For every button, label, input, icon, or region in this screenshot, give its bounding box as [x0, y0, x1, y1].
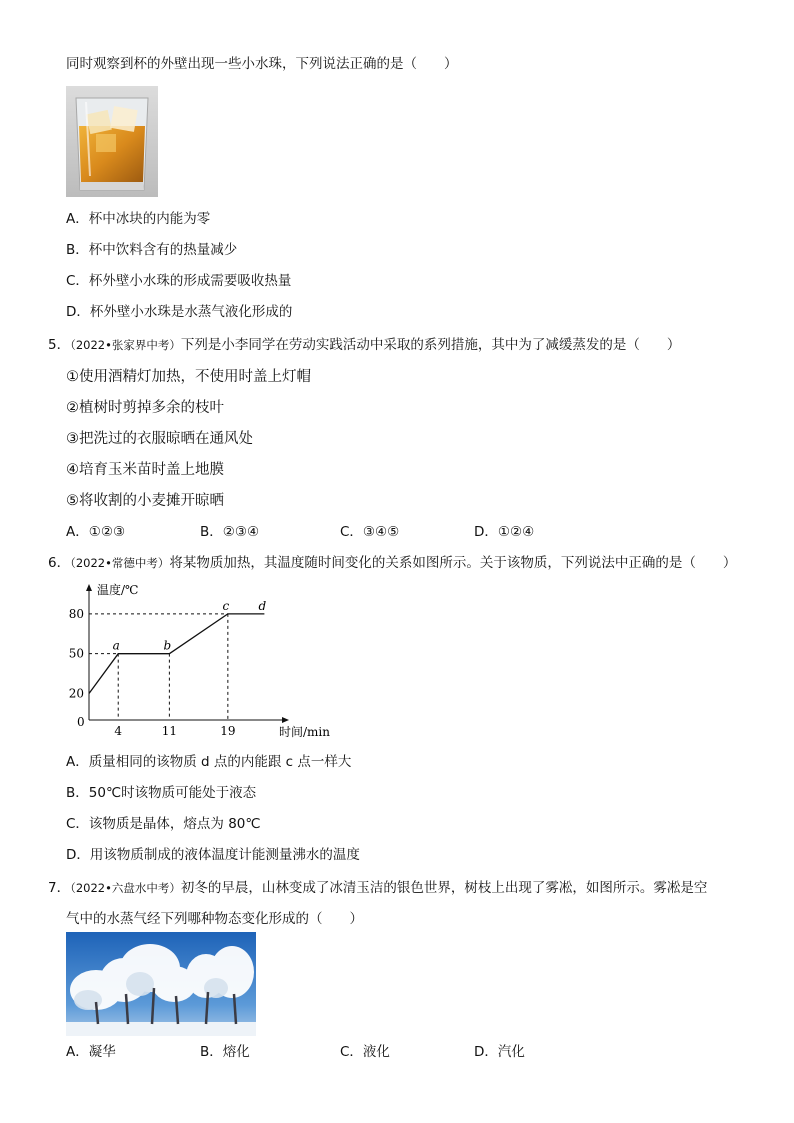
q6-source: （2022•常德中考）: [70, 556, 170, 570]
q6-option-a: A．质量相同的该物质 d 点的内能跟 c 点一样大: [66, 754, 352, 770]
y-axis-label: 温度/℃: [97, 583, 139, 597]
q5-source: （2022•张家界中考）: [70, 338, 181, 352]
q6-option-d: D．用该物质制成的液体温度计能测量沸水的温度: [66, 847, 360, 863]
q5-option-a: A．①②③: [66, 524, 126, 540]
x-tick-label: 4: [114, 724, 123, 738]
q7-options: [66, 1043, 525, 1061]
q6-heading: [48, 554, 736, 572]
q6-stem: 将某物质加热，其温度随时间变化的关系如图所示。关于该物质，下列说法中正确的是（ ）: [169, 555, 737, 571]
q5-option-b: B．②③④: [200, 524, 260, 540]
q5-item-5: ⑤将收割的小麦摊开晾晒: [66, 493, 224, 509]
q5-item-1: ①使用酒精灯加热，不使用时盖上灯帽: [66, 369, 311, 385]
q7-stem-line2: 气中的水蒸气经下列哪种物态变化形成的（ ）: [66, 911, 363, 927]
q7-source: （2022•六盘水中考）: [70, 881, 181, 895]
q5-item-2: ②植树时剪掉多余的枝叶: [66, 400, 224, 416]
y-tick-label: 50: [68, 646, 84, 661]
q5-options: [66, 523, 534, 541]
y-axis-arrow: [86, 584, 92, 591]
q4-option-a: A．杯中冰块的内能为零: [66, 211, 211, 227]
origin-label: 0: [77, 715, 85, 729]
q7-option-b: B．熔化: [200, 1044, 250, 1060]
q7-option-a: A．凝华: [66, 1044, 116, 1060]
x-tick-label: 19: [220, 724, 236, 738]
q5-stem: 下列是小李同学在劳动实践活动中采取的系列措施，其中为了减缓蒸发的是（ ）: [180, 337, 681, 353]
q4-option-d: D．杯外壁小水珠是水蒸气液化形成的: [66, 304, 293, 320]
q4-stem-tail: 同时观察到杯的外壁出现一些小水珠，下列说法正确的是（ ）: [66, 56, 458, 72]
rime-trees-photo: [66, 932, 256, 1036]
temperature-time-chart: [60, 583, 330, 744]
glass-photo: [66, 86, 158, 197]
x-tick-label: 11: [161, 724, 178, 738]
q5-number: 5．: [48, 337, 71, 353]
q5-option-c: C．③④⑤: [340, 524, 400, 540]
q7-number: 7．: [48, 880, 71, 896]
x-axis-label: 时间/min: [279, 725, 330, 739]
point-label-a: a: [112, 638, 120, 653]
q5-heading: [48, 336, 680, 354]
point-label-c: c: [222, 598, 230, 613]
q6-option-c: C．该物质是晶体，熔点为 80℃: [66, 816, 261, 832]
q6-option-b: B．50℃时该物质可能处于液态: [66, 785, 257, 801]
q7-stem-line1: 初冬的早晨，山林变成了冰清玉洁的银色世界，树枝上出现了雾凇，如图所示。雾凇是空: [180, 880, 708, 896]
q7-option-c: C．液化: [340, 1044, 390, 1060]
q4-option-b: B．杯中饮料含有的热量减少: [66, 242, 238, 258]
point-label-d: d: [258, 598, 267, 613]
y-tick-label: 20: [68, 686, 84, 701]
x-axis-arrow: [282, 717, 289, 723]
q7-heading: [48, 879, 707, 897]
q4-option-c: C．杯外壁小水珠的形成需要吸收热量: [66, 273, 292, 289]
q5-option-d: D．①②④: [474, 524, 535, 540]
q5-item-3: ③把洗过的衣服晾晒在通风处: [66, 431, 253, 447]
rime-frost-trees-image: [66, 932, 256, 1036]
q7-option-d: D．汽化: [474, 1044, 525, 1060]
y-tick-label: 80: [68, 606, 84, 621]
q6-number: 6．: [48, 555, 71, 571]
whiskey-glass-image: [66, 86, 158, 197]
point-label-b: b: [163, 638, 172, 653]
q5-item-4: ④培育玉米苗时盖上地膜: [66, 462, 224, 478]
